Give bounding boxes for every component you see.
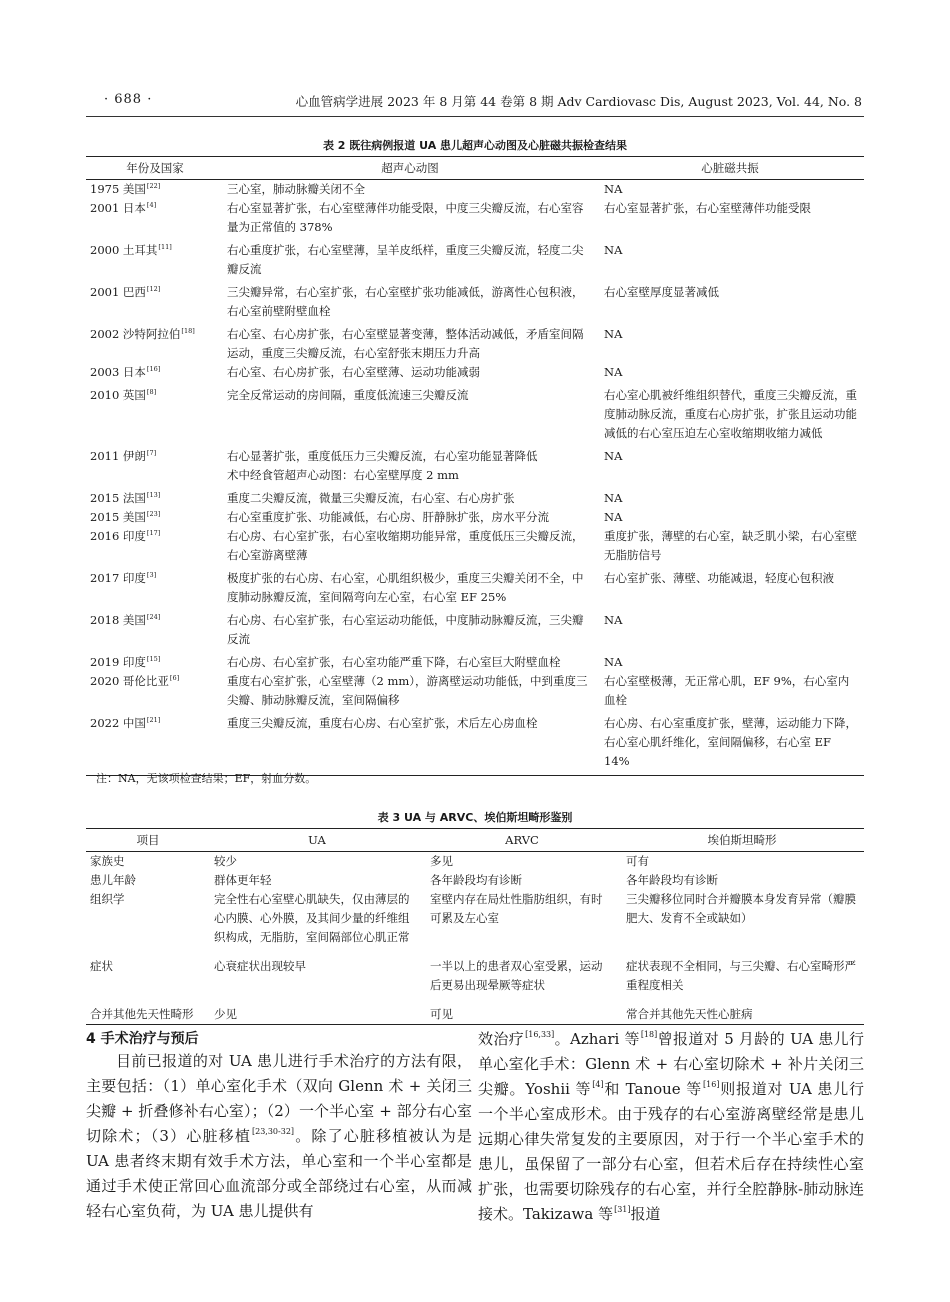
mri-cell: NA [604, 182, 623, 196]
ebstein-cell: 各年龄段均有诊断 [626, 873, 718, 887]
mri-cell: NA [604, 327, 623, 341]
ua-cell: 心衰症状出现较早 [214, 959, 306, 973]
table2-header: 年份及国家 [86, 157, 224, 180]
mri-cell: NA [604, 655, 623, 669]
citation: [23,30-32] [252, 1127, 295, 1136]
body-text: 曾报道对 5 月龄的 UA 患儿行单心室化手术：Glenn 术 + 右心室切除术 + 补片关闭三尖瓣。Yoshii 等 [478, 1030, 864, 1098]
citation: [22] [146, 182, 161, 190]
table3-header: 项目 [86, 829, 210, 852]
echo-cell: 右心房、右心室扩张，右心室收缩期功能异常，重度低压三尖瓣反流，右心室游离壁薄 [227, 529, 584, 562]
table3 [86, 828, 864, 1025]
mri-cell: 右心室心肌被纤维组织替代，重度三尖瓣反流，重度肺动脉反流，重度右心房扩张，扩张且运动功能减低的右心室压迫左心室收缩期收缩力减低 [604, 388, 857, 440]
mri-cell: 右心室壁厚度显著减低 [604, 285, 719, 299]
table3-header: UA [210, 829, 424, 852]
echo-cell: 极度扩张的右心房、右心室，心肌组织极少，重度三尖瓣关闭不全，中度肺动脉瓣反流，室间隔弯向左心室，右心室 EF 25% [227, 571, 584, 604]
citation: [31] [614, 1205, 631, 1214]
country-label: 2016 印度 [90, 529, 146, 543]
mri-cell: NA [604, 491, 623, 505]
ebstein-cell: 症状表现不全相同，与三尖瓣、右心室畸形严重程度相关 [626, 959, 856, 992]
table-row [86, 489, 864, 508]
citation: [16] [146, 365, 161, 373]
mri-cell: NA [604, 365, 623, 379]
arvc-cell: 各年龄段均有诊断 [430, 873, 522, 887]
arvc-cell: 多见 [430, 854, 453, 868]
country-label: 2001 巴西 [90, 285, 146, 299]
table-row [86, 325, 864, 363]
ebstein-cell: 三尖瓣移位同时合并瓣膜本身发育异常（瓣膜肥大、发育不全或缺如） [626, 892, 856, 925]
echo-cell: 右心室显著扩张，右心室壁薄伴功能受限，中度三尖瓣反流，右心室容量为正常值的 378% [227, 201, 584, 234]
mri-cell: 右心房、右心室重度扩张，壁薄，运动能力下降，右心室心肌纤维化，室间隔偏移，右心室 EF 14% [596, 714, 864, 776]
arvc-cell: 一半以上的患者双心室受累，运动后更易出现晕厥等症状 [430, 959, 603, 992]
body-text: 目前已报道的对 UA 患儿进行手术治疗的方法有限，主要包括：（1）单心室化手术（双向 Glenn 术 + 关闭三尖瓣 + 折叠修补右心室）；（2）一个半心室 + 部分右心室切除术；（3）心脏移植 [86, 1052, 472, 1145]
country-label: 2015 法国 [90, 491, 146, 505]
table-row [86, 527, 864, 569]
echo-cell: 右心室、右心房扩张，右心室壁薄、运动功能减弱 [227, 365, 480, 379]
echo-cell: 右心显著扩张，重度低压力三尖瓣反流，右心室功能显著降低 术中经食管超声心动图：右心室壁厚度 2 mm [227, 449, 538, 482]
journal-running-head: 心血管病学进展 2023 年 8 月第 44 卷第 8 期 Adv Cardiovasc Dis, August 2023, Vol. 44, No. 8 [295, 94, 862, 109]
table-row [86, 569, 864, 611]
echo-cell: 完全反常运动的房间隔，重度低流速三尖瓣反流 [227, 388, 469, 402]
echo-cell: 右心房、右心室扩张，右心室运动功能低，中度肺动脉瓣反流，三尖瓣反流 [227, 613, 584, 646]
arvc-cell: 室壁内存在局灶性脂肪组织，有时可累及左心室 [430, 892, 603, 925]
country-label: 2001 日本 [90, 201, 146, 215]
mri-cell: 右心室扩张、薄壁、功能减退，轻度心包积液 [604, 571, 834, 585]
table-row [86, 283, 864, 325]
ebstein-cell: 常合并其他先天性心脏病 [620, 1005, 864, 1025]
table-row [86, 957, 864, 1005]
echo-cell: 右心重度扩张，右心室壁薄，呈羊皮纸样，重度三尖瓣反流，轻度二尖瓣反流 [227, 243, 584, 276]
ua-cell: 少见 [210, 1005, 424, 1025]
citation: [4] [592, 1080, 604, 1089]
table-row [86, 890, 864, 957]
body-text: 。Azhari 等 [554, 1030, 640, 1048]
citation: [15] [146, 655, 161, 663]
country-label: 2022 中国 [90, 716, 146, 730]
arvc-cell: 可见 [424, 1005, 620, 1025]
table3-header-row [86, 829, 864, 852]
country-label: 2002 沙特阿拉伯 [90, 327, 181, 341]
citation: [7] [146, 449, 157, 457]
citation: [18] [640, 1030, 658, 1039]
mri-cell: NA [604, 613, 623, 627]
table-row [86, 714, 864, 776]
citation: [16] [703, 1080, 720, 1089]
country-label: 2010 英国 [90, 388, 146, 402]
country-label: 2019 印度 [90, 655, 146, 669]
country-label: 2017 印度 [90, 571, 146, 585]
citation: [13] [146, 491, 161, 499]
table3-caption: 表 3 UA 与 ARVC、埃伯斯坦畸形鉴别 [377, 811, 573, 824]
citation: [23] [146, 510, 161, 518]
echo-cell: 重度二尖瓣反流，微量三尖瓣反流，右心室、右心房扩张 [227, 491, 515, 505]
body-text: 则报道对 UA 患儿行一个半心室成形术。由于残存的右心室游离壁经常是患儿远期心律失常复发的主要原因，对于行一个半心室手术的患儿，虽保留了一部分右心室，但若术后存在持续性心室扩张，也需要切除残存的右心室，并行全腔静脉-肺动脉连接术。Takizawa 等 [478, 1080, 864, 1223]
country-label: 2000 土耳其 [90, 243, 158, 257]
citation: [4] [146, 201, 157, 209]
item-cell: 家族史 [90, 854, 125, 868]
mri-cell: NA [604, 510, 623, 524]
body-column-left [86, 1049, 472, 1224]
echo-cell: 三尖瓣异常，右心室扩张，右心室壁扩张功能减低，游离性心包积液，右心室前壁附壁血栓 [227, 285, 584, 318]
table-row [86, 447, 864, 489]
table2-note: 注：NA，无该项检查结果；EF，射血分数。 [96, 772, 317, 785]
table-row [86, 180, 864, 200]
table2 [86, 156, 864, 776]
citation: [16,33] [525, 1030, 555, 1039]
echo-cell: 右心室、右心房扩张，右心室壁显著变薄，整体活动减低，矛盾室间隔运动，重度三尖瓣反流，右心室舒张末期压力升高 [227, 327, 584, 360]
citation: [3] [146, 571, 157, 579]
citation: [21] [146, 716, 161, 724]
body-text: 。除了心脏移植被认为是 UA 患者终末期有效手术方法，单心室和一个半心室都是通过手术使正常回心血流部分或全部绕过右心室，从而减轻右心室负荷，为 UA 患儿提供有 [86, 1127, 472, 1220]
table3-header: 埃伯斯坦畸形 [620, 829, 864, 852]
table-row [86, 199, 864, 241]
item-cell: 组织学 [90, 892, 125, 906]
citation: [11] [158, 243, 172, 251]
body-text: 报道 [630, 1205, 661, 1223]
echo-cell: 右心房、右心室扩张，右心室功能严重下降，右心室巨大附壁血栓 [227, 655, 561, 669]
country-label: 2011 伊朗 [90, 449, 146, 463]
table2-header-row [86, 157, 864, 180]
table-row [86, 871, 864, 890]
table-row [86, 363, 864, 386]
table-row [86, 386, 864, 447]
table2-header: 心脏磁共振 [596, 157, 864, 180]
ua-cell: 完全性右心室壁心肌缺失，仅由薄层的心内膜、心外膜，及其间少量的纤维组织构成，无脂肪，室间隔部位心肌正常 [214, 892, 410, 944]
mri-cell: 重度扩张，薄壁的右心室，缺乏肌小梁，右心室壁无脂肪信号 [604, 529, 857, 562]
echo-cell: 重度右心室扩张，心室壁薄（2 mm），游离壁运动功能低，中到重度三尖瓣、肺动脉瓣反流，室间隔偏移 [227, 674, 588, 707]
table-row [86, 241, 864, 283]
echo-cell: 右心室重度扩张、功能减低，右心房、肝静脉扩张，房水平分流 [227, 510, 549, 524]
echo-cell: 三心室，肺动脉瓣关闭不全 [227, 182, 365, 196]
mri-cell: NA [604, 243, 623, 257]
citation: [18] [181, 327, 195, 335]
citation: [6] [169, 674, 180, 682]
table-row [86, 653, 864, 672]
country-label: 2015 美国 [90, 510, 146, 524]
item-cell: 合并其他先天性畸形 [86, 1005, 210, 1025]
ua-cell: 较少 [214, 854, 237, 868]
table-row [86, 672, 864, 714]
citation: [24] [146, 613, 161, 621]
table-row [86, 1005, 864, 1025]
echo-cell: 重度三尖瓣反流，重度右心房、右心室扩张，术后左心房血栓 [224, 714, 596, 776]
section-heading: 4 手术治疗与预后 [86, 1031, 199, 1047]
page-number: · 688 · [104, 92, 153, 107]
body-text: 和 Tanoue 等 [603, 1080, 703, 1098]
mri-cell: 右心室显著扩张，右心室壁薄伴功能受限 [604, 201, 811, 215]
table-row [86, 508, 864, 527]
citation: [12] [146, 285, 161, 293]
item-cell: 患儿年龄 [90, 873, 136, 887]
ua-cell: 群体更年轻 [214, 873, 272, 887]
header-rule [86, 116, 864, 117]
country-label: 1975 美国 [90, 182, 146, 196]
body-column-right [478, 1027, 864, 1227]
table-row [86, 611, 864, 653]
mri-cell: 右心室壁极薄，无正常心肌，EF 9%，右心室内血栓 [604, 674, 850, 707]
mri-cell: NA [604, 449, 623, 463]
item-cell: 症状 [90, 959, 113, 973]
country-label: 2020 哥伦比亚 [90, 674, 169, 688]
table-row [86, 852, 864, 872]
citation: [17] [146, 529, 161, 537]
table2-caption: 表 2 既往病例报道 UA 患儿超声心动图及心脏磁共振检查结果 [322, 139, 628, 152]
body-text: 效治疗 [478, 1030, 525, 1048]
citation: [8] [146, 388, 157, 396]
country-label: 2003 日本 [90, 365, 146, 379]
table2-header: 超声心动图 [224, 157, 596, 180]
ebstein-cell: 可有 [626, 854, 649, 868]
table3-header: ARVC [424, 829, 620, 852]
country-label: 2018 美国 [90, 613, 146, 627]
